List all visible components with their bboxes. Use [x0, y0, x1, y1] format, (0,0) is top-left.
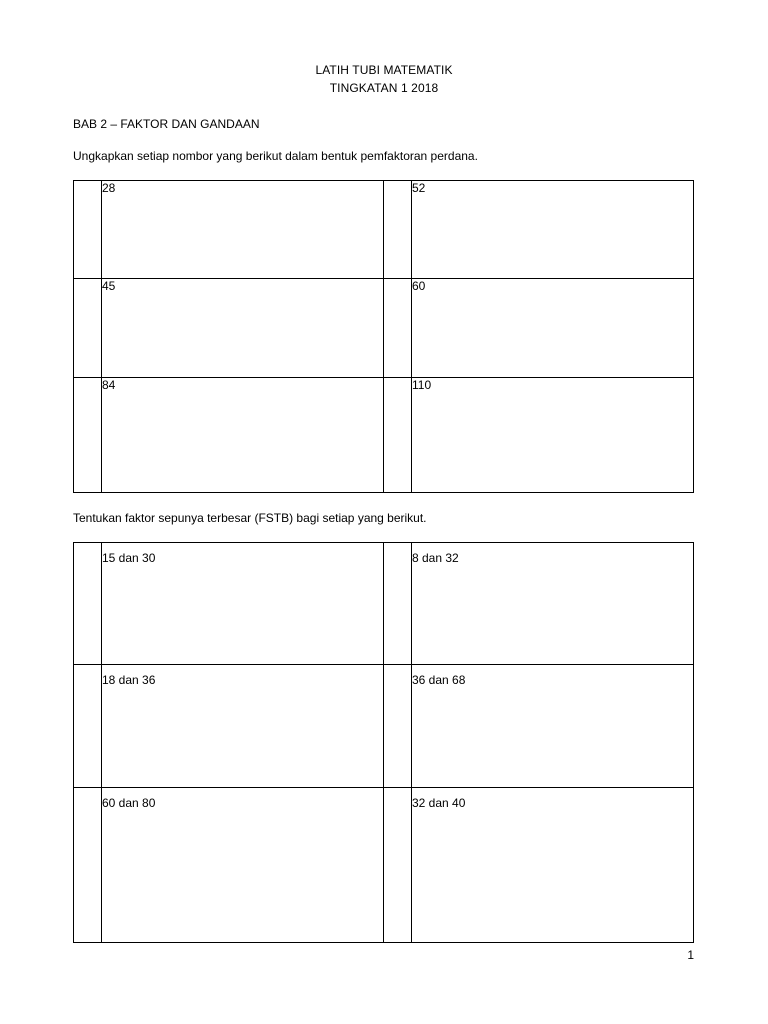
- answer-cell[interactable]: 15 dan 30: [102, 543, 384, 665]
- table-row: [74, 665, 694, 788]
- section-2-instruction: Tentukan faktor sepunya terbesar (FSTB) bagi setiap yang berikut.: [73, 511, 427, 525]
- question-number-cell: [74, 181, 102, 279]
- table-row: [74, 181, 694, 279]
- section-1-instruction: Ungkapkan setiap nombor yang berikut dalam bentuk pemfaktoran perdana.: [73, 149, 478, 163]
- question-number-cell: [384, 788, 412, 943]
- page-number: 1: [687, 948, 694, 962]
- table-row: [74, 377, 694, 492]
- answer-cell[interactable]: 84: [102, 377, 384, 492]
- answer-cell[interactable]: 32 dan 40: [412, 788, 694, 943]
- worksheet-title: LATIH TUBI MATEMATIK: [315, 63, 453, 77]
- answer-cell[interactable]: 18 dan 36: [102, 665, 384, 788]
- question-number-cell: [384, 279, 412, 377]
- worksheet-subtitle: TINGKATAN 1 2018: [329, 81, 439, 95]
- answer-cell[interactable]: 45: [102, 279, 384, 377]
- answer-cell[interactable]: 52: [412, 181, 694, 279]
- prime-factorisation-table: [73, 180, 694, 493]
- answer-cell[interactable]: 8 dan 32: [412, 543, 694, 665]
- chapter-heading: BAB 2 – FAKTOR DAN GANDAAN: [73, 117, 260, 131]
- table-row: [74, 279, 694, 377]
- question-number-cell: [74, 665, 102, 788]
- question-number-cell: [384, 543, 412, 665]
- question-number-cell: [74, 543, 102, 665]
- hcf-table: [73, 542, 694, 943]
- question-number-cell: [384, 665, 412, 788]
- answer-cell[interactable]: 60 dan 80: [102, 788, 384, 943]
- answer-cell[interactable]: 110: [412, 377, 694, 492]
- question-number-cell: [384, 181, 412, 279]
- question-number-cell: [384, 377, 412, 492]
- question-number-cell: [74, 377, 102, 492]
- table-row: [74, 788, 694, 943]
- question-number-cell: [74, 279, 102, 377]
- answer-cell[interactable]: 60: [412, 279, 694, 377]
- answer-cell[interactable]: 36 dan 68: [412, 665, 694, 788]
- question-number-cell: [74, 788, 102, 943]
- answer-cell[interactable]: 28: [102, 181, 384, 279]
- table-row: [74, 543, 694, 665]
